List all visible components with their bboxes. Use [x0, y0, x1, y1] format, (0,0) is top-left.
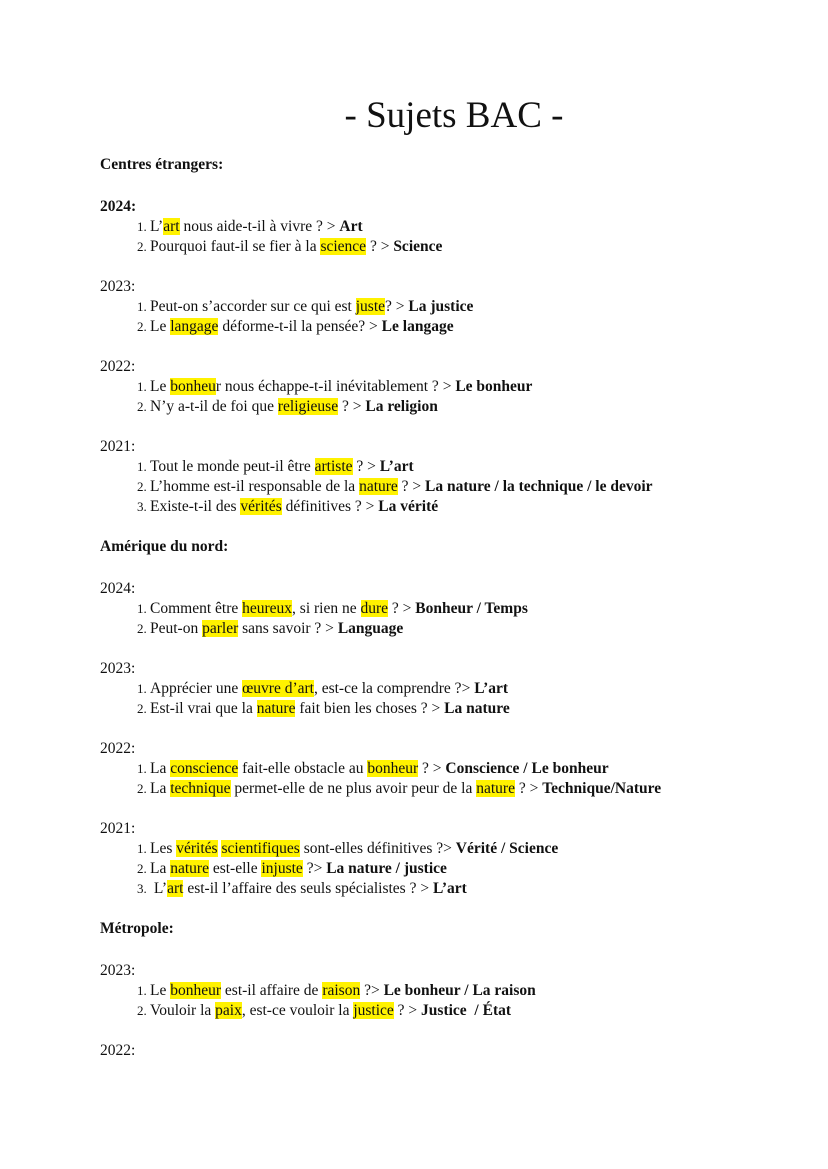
theme-label: Vérité / Science: [455, 839, 559, 857]
subject-text: ? >: [393, 1001, 422, 1019]
year-block: [100, 659, 768, 719]
subject-text: Existe-t-il des: [150, 497, 241, 515]
subject-text: déforme-t-il la pensée? >: [218, 317, 382, 335]
highlighted-keyword: nature: [170, 859, 209, 877]
subject-text: Peut-on: [150, 619, 203, 637]
subject-text: fait bien les choses ? >: [295, 699, 445, 717]
subject-list: [100, 377, 768, 417]
subject-text: La: [150, 859, 171, 877]
year-label: 2024:: [100, 579, 136, 597]
subject-list: [100, 981, 768, 1021]
subject-list: [100, 217, 768, 257]
subject-text: est-elle: [208, 859, 262, 877]
highlighted-keyword: nature: [359, 477, 398, 495]
subject-item: [150, 217, 768, 237]
year-label: 2022:: [100, 739, 136, 757]
subject-text: L’: [150, 879, 168, 897]
subject-item: [150, 619, 768, 639]
theme-label: Conscience / Le bonheur: [445, 759, 609, 777]
region-heading: Amérique du nord:: [100, 537, 229, 555]
region-heading: Centres étrangers:: [100, 155, 224, 173]
highlighted-keyword: bonheu: [170, 377, 216, 395]
year-block: [100, 197, 768, 257]
year-block: [100, 579, 768, 639]
subject-text: nous aide-t-il à vivre ? >: [179, 217, 340, 235]
subject-text: La: [150, 779, 171, 797]
highlighted-keyword: bonheur: [170, 981, 222, 999]
year-block: [100, 1041, 768, 1061]
subject-item: [150, 457, 768, 477]
year-label: 2021:: [100, 819, 136, 837]
year-block: [100, 277, 768, 337]
subject-text: ? >: [397, 477, 426, 495]
highlighted-keyword: paix: [215, 1001, 242, 1019]
theme-label: Language: [337, 619, 404, 637]
subject-list: [100, 457, 768, 517]
subject-text: Le: [150, 317, 171, 335]
theme-label: Le bonheur: [455, 377, 533, 395]
subject-text: Le: [150, 377, 171, 395]
highlighted-keyword: heureux: [242, 599, 293, 617]
highlighted-keyword: dure: [360, 599, 389, 617]
subject-item: [150, 497, 768, 517]
subject-item: [150, 779, 768, 799]
subject-item: [150, 679, 768, 699]
subject-text: r nous échappe-t-il inévitablement ? >: [215, 377, 456, 395]
subject-item: [150, 317, 768, 337]
subject-text: ? >: [385, 297, 409, 315]
subject-text: ? >: [418, 759, 446, 777]
subject-item: [150, 599, 768, 619]
subject-item: [150, 477, 768, 497]
subject-text: , est-ce la comprendre ?>: [313, 679, 475, 697]
subject-text: L’: [150, 217, 164, 235]
theme-label: L’art: [379, 457, 414, 475]
subject-text: ?>: [360, 981, 384, 999]
subject-text: L’homme est-il responsable de la: [150, 477, 360, 495]
theme-label: L’art: [474, 679, 509, 697]
subject-text: sans savoir ? >: [238, 619, 338, 637]
highlighted-keyword: bonheur: [367, 759, 419, 777]
subject-item: [150, 859, 768, 879]
year-block: [100, 357, 768, 417]
highlighted-keyword: science: [320, 237, 367, 255]
theme-label: L’art: [432, 879, 467, 897]
region-section: [100, 537, 768, 899]
year-block: [100, 437, 768, 517]
subject-text: La: [150, 759, 171, 777]
highlighted-keyword: conscience: [170, 759, 239, 777]
highlighted-keyword: injuste: [261, 859, 303, 877]
subject-list: [100, 599, 768, 639]
subject-text: permet-elle de ne plus avoir peur de la: [230, 779, 477, 797]
subject-item: [150, 981, 768, 1001]
subject-text: Pourquoi faut-il se fier à la: [150, 237, 321, 255]
year-block: [100, 961, 768, 1021]
subject-item: [150, 839, 768, 859]
theme-label: La nature / justice: [326, 859, 447, 877]
subject-list: [100, 297, 768, 337]
subject-text: , est-ce vouloir la: [241, 1001, 354, 1019]
subject-list: [100, 839, 768, 899]
theme-label: Science: [393, 237, 443, 255]
subject-text: ? >: [338, 397, 366, 415]
region-section: [100, 155, 768, 517]
document-content: [100, 155, 768, 1061]
highlighted-keyword: art: [167, 879, 184, 897]
theme-label: Le langage: [381, 317, 454, 335]
year-label: 2022:: [100, 1041, 136, 1059]
year-block: [100, 819, 768, 899]
subject-list: [100, 759, 768, 799]
subject-text: ?>: [302, 859, 327, 877]
theme-label: La justice: [408, 297, 474, 315]
highlighted-keyword: œuvre d’art: [242, 679, 314, 697]
highlighted-keyword: nature: [476, 779, 515, 797]
highlighted-keyword: technique: [170, 779, 231, 797]
subject-text: ? >: [366, 237, 394, 255]
highlighted-keyword: raison: [322, 981, 361, 999]
subject-item: [150, 1001, 768, 1021]
highlighted-keyword: artiste: [314, 457, 353, 475]
highlighted-keyword: art: [163, 217, 180, 235]
subject-text: N’y a-t-il de foi que: [150, 397, 278, 415]
subject-item: [150, 699, 768, 719]
subject-text: Tout le monde peut-il être: [150, 457, 315, 475]
highlighted-keyword: langage: [170, 317, 219, 335]
page-title: - Sujets BAC -: [344, 95, 564, 136]
year-label: 2023:: [100, 277, 136, 295]
highlighted-keyword: juste: [355, 297, 386, 315]
year-block: [100, 739, 768, 799]
highlighted-keyword: scientifiques: [221, 839, 300, 857]
theme-label: Bonheur / Temps: [415, 599, 528, 617]
subject-text: Vouloir la: [150, 1001, 216, 1019]
year-label: 2023:: [100, 961, 136, 979]
subject-text: définitives ? >: [281, 497, 379, 515]
theme-label: La religion: [365, 397, 438, 415]
subject-text: est-il l’affaire des seuls spécialistes ? >: [183, 879, 433, 897]
subject-item: [150, 879, 768, 899]
subject-text: Peut-on s’accorder sur ce qui est: [150, 297, 356, 315]
highlighted-keyword: parler: [202, 619, 239, 637]
year-label: 2021:: [100, 437, 136, 455]
subject-text: Apprécier une: [150, 679, 243, 697]
theme-label: Technique/Nature: [542, 779, 662, 797]
subject-item: [150, 237, 768, 257]
subject-text: ? >: [388, 599, 416, 617]
subject-text: ? >: [352, 457, 380, 475]
highlighted-keyword: nature: [256, 699, 296, 717]
region-heading: Métropole:: [100, 919, 174, 937]
subject-text: fait-elle obstacle au: [238, 759, 368, 777]
highlighted-keyword: justice: [353, 1001, 394, 1019]
theme-label: Art: [339, 217, 363, 235]
year-label: 2023:: [100, 659, 136, 677]
subject-item: [150, 377, 768, 397]
highlighted-keyword: vérités: [240, 497, 282, 515]
highlighted-keyword: vérités: [176, 839, 218, 857]
subject-text: est-il affaire de: [221, 981, 323, 999]
theme-label: Justice / État: [421, 1001, 512, 1019]
subject-item: [150, 759, 768, 779]
subject-item: [150, 397, 768, 417]
subject-text: Comment être: [150, 599, 243, 617]
subject-text: Les: [150, 839, 177, 857]
theme-label: La nature: [444, 699, 510, 717]
year-label: 2022:: [100, 357, 136, 375]
subject-list: [100, 679, 768, 719]
region-section: [100, 919, 768, 1061]
highlighted-keyword: religieuse: [277, 397, 339, 415]
subject-item: [150, 297, 768, 317]
theme-label: La vérité: [378, 497, 439, 515]
subject-text: Est-il vrai que la: [150, 699, 257, 717]
theme-label: La nature / la technique / le devoir: [425, 477, 653, 495]
theme-label: Le bonheur / La raison: [383, 981, 536, 999]
subject-text: ? >: [514, 779, 543, 797]
subject-text: , si rien ne: [292, 599, 361, 617]
year-label: 2024:: [100, 197, 137, 215]
subject-text: sont-elles définitives ?>: [299, 839, 456, 857]
subject-text: Le: [150, 981, 171, 999]
